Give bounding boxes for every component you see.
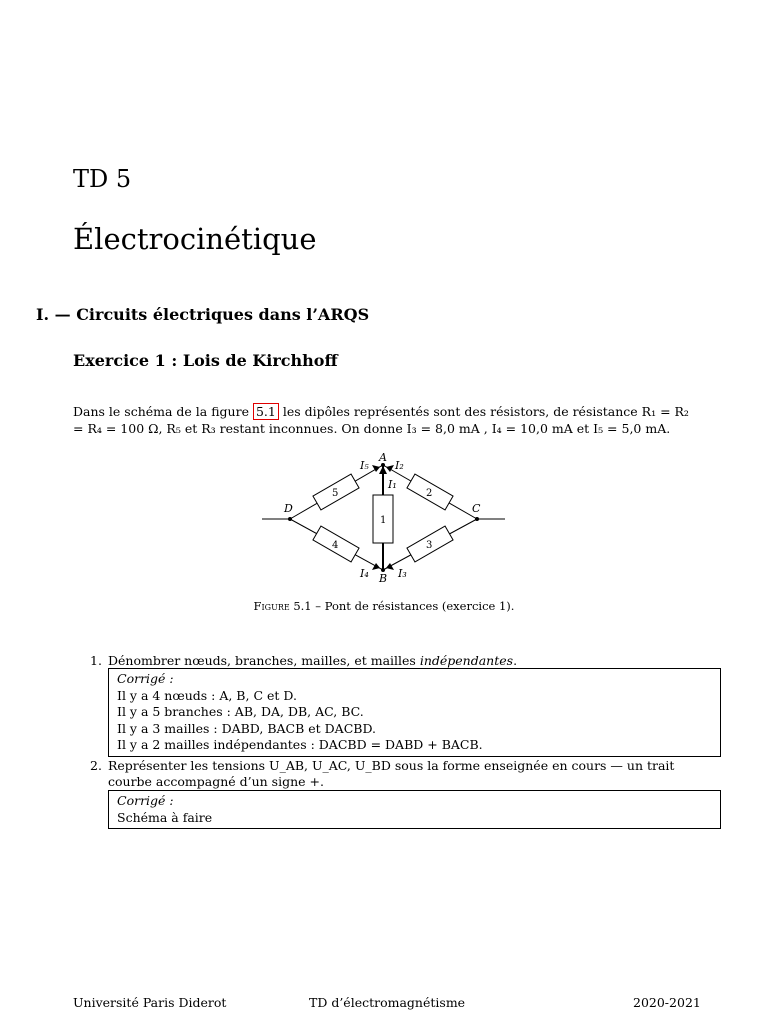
question-2-number: 2. (90, 758, 102, 773)
footer-university: Université Paris Diderot (73, 995, 227, 1010)
section-title: I. — Circuits électriques dans l’ARQS (36, 305, 370, 324)
arrow-i3 (386, 563, 394, 570)
node-d-label: D (284, 502, 293, 515)
answer-1-label: Corrigé : (117, 671, 174, 686)
intro-text-start: Dans le schéma de la figure (73, 404, 253, 419)
question-1-text: Dénombrer nœuds, branches, mailles, et mailles indépendantes. (108, 653, 518, 668)
intro-text-end: les dipôles représentés sont des résistors, de résistance R₁ = R₂ = R₄ = 100 Ω, R₅ et R₃ restant inconnues. On donne I₃ = 8,0 mA , I₄ = 10,0 mA et I₅ = 5,0 mA. (73, 404, 689, 436)
resistor-4-label: 4 (332, 540, 339, 551)
current-i4-label: I₄ (360, 567, 369, 580)
node-d-dot (288, 517, 292, 521)
node-b-label: B (379, 572, 388, 585)
answer-1-line: Il y a 3 mailles : DABD, BACB et DACBD. (117, 720, 377, 736)
answer-box-2 (108, 790, 721, 829)
current-i1-label: I₁ (388, 478, 397, 491)
chapter-number: TD 5 (73, 165, 132, 193)
figure-reference-link[interactable]: 5.1 (253, 403, 279, 420)
footer-year: 2020-2021 (633, 995, 701, 1010)
node-a-label: A (379, 451, 387, 464)
answer-2-label: Corrigé : (117, 793, 174, 808)
answer-1-line: Il y a 2 mailles indépendantes : DACBD = DABD + BACB. (117, 737, 483, 752)
current-i2-label: I₂ (395, 459, 404, 472)
figure-caption (0, 599, 768, 613)
question-2-text: Représenter les tensions U_AB, U_AC, U_BD sous la forme enseignée en cours — un trait courbe accompagné d’un signe +. (108, 758, 675, 789)
answer-2-line: Schéma à faire (117, 809, 213, 825)
answer-box-1 (108, 668, 721, 757)
figure-caption-label: Figure 5.1 (253, 599, 312, 613)
resistor-2-label: 2 (426, 488, 433, 499)
node-c-dot (475, 517, 479, 521)
current-i5-label: I₅ (360, 459, 369, 472)
resistor-1-label: 1 (380, 515, 387, 526)
chapter-title: Électrocinétique (73, 222, 317, 256)
resistor-3-label: 3 (426, 540, 433, 551)
current-i3-label: I₃ (398, 567, 407, 580)
answer-1-line: Il y a 4 nœuds : A, B, C et D. (117, 687, 297, 703)
resistor-bridge-figure (255, 448, 515, 588)
answer-1-line: Il y a 5 branches : AB, DA, DB, AC, BC. (117, 704, 364, 719)
node-c-label: C (472, 502, 481, 515)
exercise-title: Exercice 1 : Lois de Kirchhoff (73, 351, 338, 370)
question-1-number: 1. (90, 653, 102, 668)
figure-caption-text: – Pont de résistances (exercice 1). (311, 599, 515, 613)
exercise-intro (73, 403, 695, 437)
arrow-i4 (372, 563, 380, 570)
resistor-5-label: 5 (332, 488, 339, 499)
footer-course: TD d’électromagnétisme (309, 995, 466, 1010)
